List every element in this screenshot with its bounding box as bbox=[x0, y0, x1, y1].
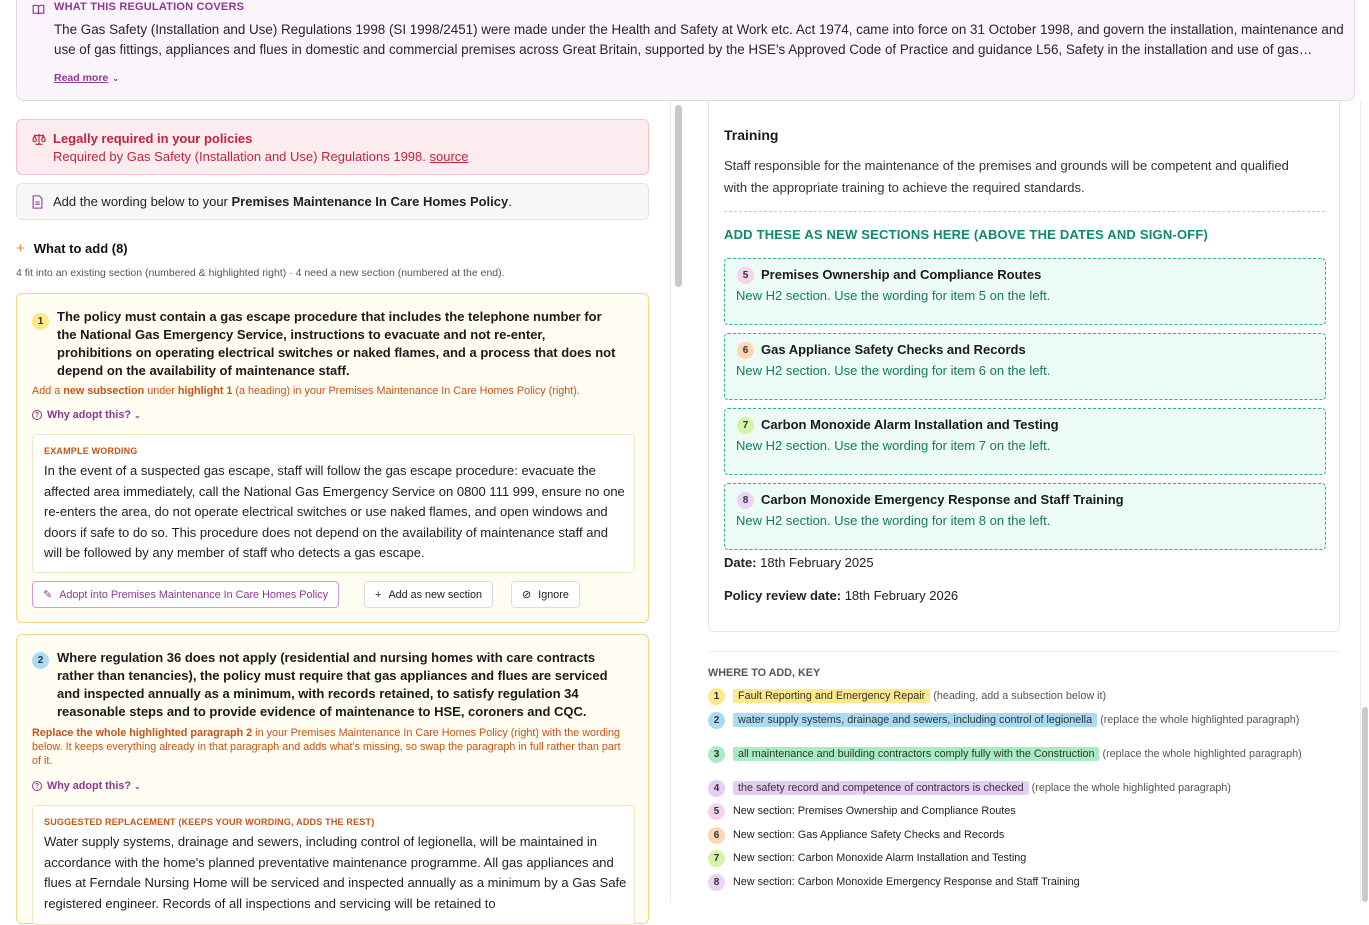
highlight-label: the safety record and competence of contractors is checked bbox=[733, 781, 1029, 795]
what-to-add-toggle[interactable] bbox=[16, 240, 128, 257]
item-number-badge: 2 bbox=[708, 712, 725, 729]
ins-d: highlight 1 bbox=[177, 385, 233, 397]
replacement-text: Water supply systems, drainage and sewers, including control of legionella, will be maintained in accordance with the home's planned preventative maintenance programme. All gas appliances and flues at Ferndale Nursing Home will be serviced and inspected annually as a minimum by a Gas Safe registered engineer. Records of all inspections and servicing will be retained to bbox=[44, 834, 627, 911]
divider bbox=[724, 211, 1325, 212]
why-adopt-toggle[interactable] bbox=[32, 780, 141, 792]
legal-requirement-alert bbox=[16, 119, 649, 175]
training-heading: Training bbox=[724, 127, 779, 143]
highlight-label: all maintenance and building contractors comply fully with the Construction bbox=[733, 747, 1099, 761]
help-icon: ? bbox=[32, 781, 42, 791]
what-to-add-subtitle: 4 fit into an existing section (numbered & highlighted right) · 4 need a new section (numbered at the end). bbox=[16, 267, 505, 279]
key-note: (replace the whole highlighted paragraph) bbox=[1100, 714, 1300, 726]
new-section-placeholder-8[interactable] bbox=[724, 483, 1326, 550]
new-section-desc: New H2 section. Use the wording for item 6 on the left. bbox=[736, 363, 1051, 378]
add-wording-suffix: . bbox=[508, 194, 512, 209]
item-number-badge: 7 bbox=[708, 850, 725, 867]
why-adopt-label: Why adopt this? bbox=[47, 780, 131, 792]
ignore-label: Ignore bbox=[538, 588, 569, 601]
example-wording-box bbox=[32, 434, 635, 573]
chevron-down-icon: ⌄ bbox=[112, 74, 119, 83]
add-wording-prefix: Add the wording below to your bbox=[53, 194, 228, 209]
plus-icon: + bbox=[16, 240, 25, 257]
legal-text bbox=[53, 149, 469, 164]
ignore-button[interactable] bbox=[511, 581, 580, 608]
ins-b: Replace the whole highlighted paragraph 2 bbox=[32, 727, 253, 739]
new-section-desc: New H2 section. Use the wording for item 7 on the left. bbox=[736, 438, 1051, 453]
date-value: 18th February 2025 bbox=[760, 555, 874, 570]
review-date-label: Policy review date: bbox=[724, 588, 842, 603]
item-number-badge: 1 bbox=[708, 688, 725, 705]
source-link[interactable]: source bbox=[429, 149, 469, 164]
scroll-thumb[interactable] bbox=[675, 105, 682, 287]
requirement-text: Where regulation 36 does not apply (residential and nursing homes with care contracts rather than tenancies), the policy must require that gas appliances and flues are serviced and inspected annually as a minimum, with records retained, to satisfy regulation 34 reasonable steps and to provide evidence of maintenance to HSE, coroners and CQC. bbox=[57, 650, 608, 719]
key-note: (replace the whole highlighted paragraph) bbox=[1102, 748, 1302, 760]
document-icon bbox=[31, 195, 44, 209]
item-number-badge: 6 bbox=[708, 827, 725, 844]
new-sections-header: ADD THESE AS NEW SECTIONS HERE (ABOVE THE DATES AND SIGN-OFF) bbox=[724, 227, 1209, 242]
banner-description: The Gas Safety (Installation and Use) Regulations 1998 (SI 1998/2451) were made under the Health and Safety at Work etc. Act 1974, came into force on 31 October 1998, and govern the installation, maintenance and use of gas fittings, appliances and flues in domestic and commercial premises across Great Britain, supported by the HSE's Approved Code of Practice and guidance L56, Safety in the installation and use of gas… bbox=[54, 22, 1344, 57]
policy-review-date bbox=[724, 588, 958, 603]
what-to-add-title: What to add (8) bbox=[33, 241, 128, 256]
book-icon bbox=[32, 3, 45, 16]
item-number-badge: 7 bbox=[737, 417, 754, 434]
adopt-button[interactable] bbox=[32, 581, 339, 608]
date-label: Date: bbox=[724, 555, 757, 570]
why-adopt-toggle[interactable] bbox=[32, 409, 141, 421]
item-number-badge: 1 bbox=[32, 313, 49, 330]
adopt-label: Adopt into Premises Maintenance In Care Homes Policy bbox=[59, 588, 329, 601]
read-more-link[interactable] bbox=[54, 72, 119, 84]
suggested-replacement-box bbox=[32, 805, 635, 925]
example-text: In the event of a suspected gas escape, staff will follow the gas escape procedure: evacuate the affected area immediately, call the National Gas Emergency Service on 0800 111 999, ensure no one re-enters the area, do not operate electrical switches or use naked flames, and open windows and doors if safe to do so. This procedure does not depend on the availability of maintenance staff and will be followed by any member of staff who detects a gas escape. bbox=[44, 463, 625, 560]
new-section-title: Premises Ownership and Compliance Routes bbox=[761, 267, 1042, 282]
highlight-label: Fault Reporting and Emergency Repair bbox=[733, 689, 930, 703]
divider bbox=[708, 651, 1340, 652]
scales-icon bbox=[32, 132, 46, 146]
key-note: (replace the whole highlighted paragraph) bbox=[1031, 782, 1231, 794]
add-wording-note bbox=[16, 183, 649, 220]
key-text: New section: Carbon Monoxide Emergency Response and Staff Training bbox=[733, 876, 1080, 888]
instruction-text bbox=[32, 726, 632, 768]
requirement-card-2 bbox=[16, 634, 649, 924]
new-section-title: Gas Appliance Safety Checks and Records bbox=[761, 342, 1026, 357]
ins-b: new subsection bbox=[63, 385, 145, 397]
item-number-badge: 6 bbox=[737, 342, 754, 359]
plus-icon: + bbox=[375, 588, 382, 601]
banner-title: WHAT THIS REGULATION COVERS bbox=[54, 1, 245, 13]
key-text: New section: Carbon Monoxide Alarm Installation and Testing bbox=[733, 852, 1027, 864]
example-header: EXAMPLE WORDING bbox=[44, 446, 138, 456]
item-number-badge: 4 bbox=[708, 780, 725, 797]
requirement-text: The policy must contain a gas escape procedure that includes the telephone number for the National Gas Emergency Service, instructions to evacuate and not re-enter, prohibitions on operating electrical switches or naked flames, and a process that does not depend on the availability of maintenance staff. bbox=[57, 309, 616, 378]
requirement-card-1 bbox=[16, 293, 649, 623]
item-number-badge: 2 bbox=[32, 652, 49, 669]
left-panel-scrollbar[interactable] bbox=[670, 101, 686, 903]
right-panel-scrollbar[interactable] bbox=[1360, 101, 1369, 903]
item-number-badge: 3 bbox=[708, 746, 725, 763]
regulation-banner bbox=[16, 0, 1355, 101]
key-note: (heading, add a subsection below it) bbox=[933, 690, 1107, 702]
add-wording-text bbox=[53, 194, 512, 209]
legal-title: Legally required in your policies bbox=[53, 131, 253, 146]
new-section-placeholder-6[interactable] bbox=[724, 333, 1326, 400]
scroll-thumb[interactable] bbox=[1362, 707, 1368, 902]
replacement-header: SUGGESTED REPLACEMENT (KEEPS YOUR WORDING, ADDS THE REST) bbox=[44, 817, 375, 827]
why-adopt-label: Why adopt this? bbox=[47, 409, 131, 421]
new-section-placeholder-7[interactable] bbox=[724, 408, 1326, 475]
key-text: New section: Premises Ownership and Compliance Routes bbox=[733, 805, 1016, 817]
review-date-value: 18th February 2026 bbox=[844, 588, 959, 603]
ins-c: under bbox=[144, 385, 178, 397]
policy-name: Premises Maintenance In Care Homes Policy bbox=[231, 194, 509, 209]
ins-e: (a heading) in your Premises Maintenance In Care Homes Policy (right). bbox=[232, 385, 580, 397]
add-new-section-button[interactable] bbox=[364, 581, 493, 608]
help-icon: ? bbox=[32, 410, 42, 420]
key-title: WHERE TO ADD, KEY bbox=[708, 667, 821, 679]
eye-off-icon: ⊘ bbox=[522, 589, 532, 601]
instruction-text bbox=[32, 384, 632, 398]
item-number-badge: 8 bbox=[737, 492, 754, 509]
highlight-label: water supply systems, drainage and sewers, including control of legionella bbox=[733, 713, 1097, 727]
legal-text-label: Required by Gas Safety (Installation and Use) Regulations 1998. bbox=[53, 149, 426, 164]
edit-document-icon: ✎ bbox=[43, 589, 53, 601]
ins-a: Add a bbox=[32, 385, 64, 397]
item-number-badge: 5 bbox=[708, 803, 725, 820]
add-new-section-label: Add as new section bbox=[388, 588, 483, 601]
policy-date bbox=[724, 555, 874, 570]
item-number-badge: 8 bbox=[708, 874, 725, 891]
chevron-down-icon: ⌄ bbox=[133, 782, 141, 791]
ins-c: in your Premises Maintenance In Care Homes Policy (right) with the wording below. It keeps everything already in that paragraph and adds what's missing, so swap the paragraph in full rather than part of it. bbox=[32, 727, 621, 767]
training-text: Staff responsible for the maintenance of the premises and grounds will be competent and qualified with the appropriate training to achieve the required standards. bbox=[724, 158, 1289, 195]
new-section-placeholder-5[interactable] bbox=[724, 258, 1326, 325]
read-more-label: Read more bbox=[54, 72, 109, 84]
chevron-down-icon: ⌄ bbox=[133, 411, 141, 420]
new-section-title: Carbon Monoxide Emergency Response and Staff Training bbox=[761, 492, 1124, 507]
new-section-desc: New H2 section. Use the wording for item 8 on the left. bbox=[736, 513, 1051, 528]
key-text: New section: Gas Appliance Safety Checks and Records bbox=[733, 829, 1005, 841]
new-section-title: Carbon Monoxide Alarm Installation and Testing bbox=[761, 417, 1059, 432]
policy-document-preview bbox=[708, 101, 1340, 632]
new-section-desc: New H2 section. Use the wording for item 5 on the left. bbox=[736, 288, 1051, 303]
item-number-badge: 5 bbox=[737, 267, 754, 284]
